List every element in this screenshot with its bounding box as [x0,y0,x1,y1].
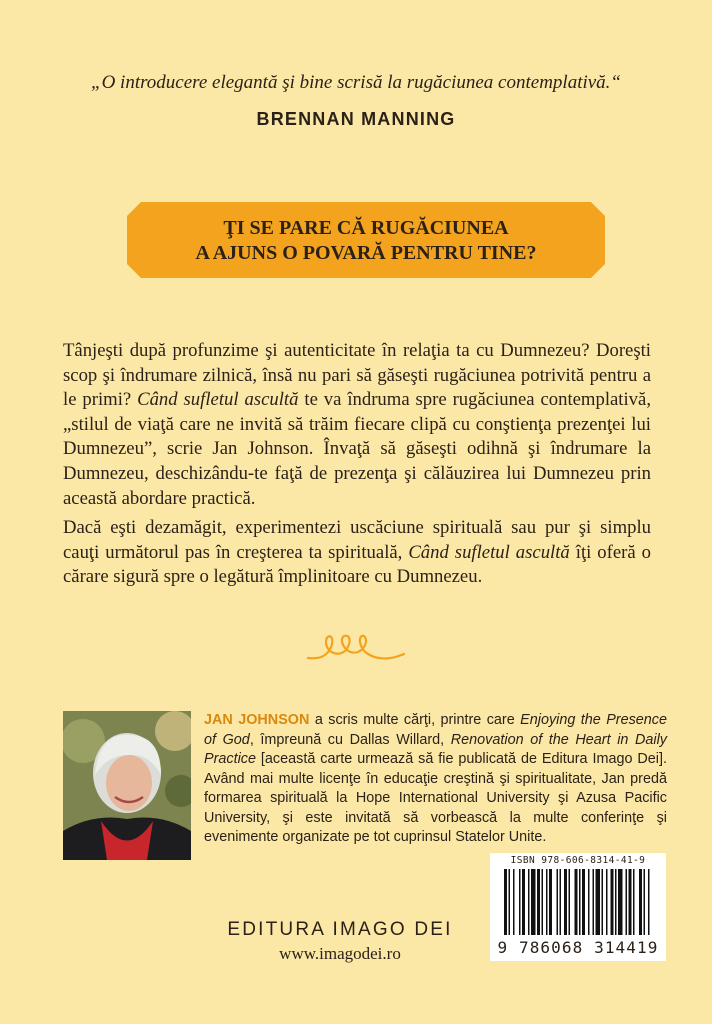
headline-banner [127,202,605,278]
swirl-ornament-icon [306,630,406,666]
bio-text: [această carte urmează să fie publicată de Editura Imago Dei]. Având mai multe licenţe în educaţie creştină şi spiritualitate, Jan predă formarea spirituală la Hope International University şi Azusa Pacific University, şi este invitată să vorbească la multe conferinţe şi evenimente organizate pe tot cuprinsul Statelor Unite. [204,751,667,845]
description-text: Tânjeşti după profunzime şi autenticitate în relaţia ta cu Dumnezeu? Doreşti scop şi îndrumare zilnică, însă nu pari să găseşti rugăciunea potrivită pentru a le primi? [63,340,651,411]
endorsement-author: BRENNAN MANNING [256,109,456,129]
author-name: JAN JOHNSON [204,712,310,728]
description-text: Dacă eşti dezamăgit, experimentezi uscăciune spirituală sau pur şi simplu cauţi următorul pas în creşterea ta spirituală, [63,517,651,563]
isbn-label: ISBN 978-606-8314-41-9 [510,855,646,866]
description-text: te va îndruma spre rugăciunea contemplativă, „stilul de viaţă care ne invită să trăim fiecare clipă cu conştienţa prezenţei lui Dumnezeu”, scrie Jan Johnson. Învaţă să găseşti odihnă şi îndrumare la Dumnezeu, deschizându-te faţă de prezenţa şi călăuzirea lui Dumnezeu prin această abordare practică. [63,389,651,509]
banner-line-2: A AJUNS O POVARĂ PENTRU TINE? [195,242,537,264]
description-paragraph-1 [63,339,651,511]
book-title: Când sufletul ascultă [408,541,570,563]
publisher-name: EDITURA IMAGO DEI [227,919,453,940]
isbn-barcode [490,853,666,961]
book-title: Enjoying the Presence of God [204,712,668,748]
bio-text: , împreună cu Dallas Willard, [249,731,451,748]
book-title: Renovation of the Heart in Daily Practice [204,731,667,767]
publisher-website: www.imagodei.ro [279,944,401,963]
description-paragraph-2 [63,516,651,590]
author-photo [63,711,191,860]
description-text: îţi oferă o cărare sigură spre o legătură împlinitoare cu Dumnezeu. [63,541,651,588]
banner-text [127,216,605,266]
bio-text: a scris multe cărţi, printre care [309,712,521,728]
author-portrait-image [63,711,191,860]
author-bio [204,711,667,848]
barcode-digits: 9 786068 314419 [497,938,659,957]
banner-line-1: ŢI SE PARE CĂ RUGĂCIUNEA [223,217,509,239]
endorsement-quote: „O introducere elegantă şi bine scrisă la rugăciunea contemplativă.“ [91,72,621,93]
book-title: Când sufletul ascultă [137,389,299,411]
